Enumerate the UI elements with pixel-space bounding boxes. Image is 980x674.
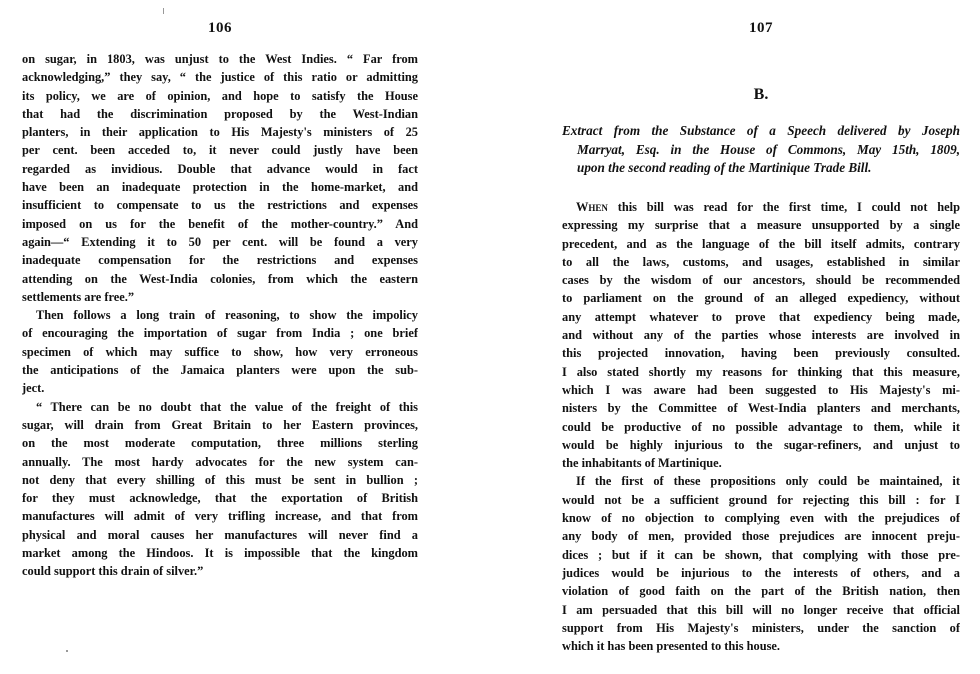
text-line: I am persuaded that this bill will no longer receive that official	[562, 602, 960, 617]
text-line: that had the discrimination proposed by the West-Indian	[22, 106, 418, 121]
text-line: nisters by the Committee of West-India planters and merchants,	[562, 401, 960, 416]
text-line: and without any of the parties whose interests are involved in	[562, 328, 960, 343]
text-line: violation of good faith on the part of the British nation, then	[562, 584, 960, 599]
text-line: planters, in their application to His Majesty's ministers of 25	[22, 125, 418, 140]
text-line	[562, 198, 960, 216]
text-line: dices ; but if it can be shown, that complying with those pre-	[562, 547, 960, 562]
text-line: market among the Hindoos. It is impossible that the kingdom	[22, 546, 418, 561]
text-line: support from His Majesty's ministers, under the sanction of	[562, 620, 960, 635]
opening-line-rest: this bill was read for the first time, I could not help	[607, 200, 960, 214]
text-line: this projected innovation, having been previously consulted.	[562, 346, 960, 361]
text-line: could support this drain of silver.”	[22, 564, 204, 579]
scan-speck	[66, 650, 68, 652]
text-line: annually. The most hardy advocates for the new system can-	[22, 454, 418, 469]
text-line: to parliament on the ground of an alleged expediency, without	[562, 291, 960, 306]
text-line: settlements are free.”	[22, 289, 135, 304]
text-line: inadequate compensation for the restrictions and expenses	[22, 253, 418, 268]
text-line: manufactures will admit of very trifling increase, and that from	[22, 509, 418, 524]
text-line: specimen of which may suffice to show, how very erroneous	[22, 344, 418, 359]
text-line: have been an inadequate protection in the home-market, and	[22, 180, 418, 195]
text-line: sugar, will drain from Great Britain to her Eastern provinces,	[22, 417, 418, 432]
text-line: which it has been presented to this house.	[562, 639, 781, 654]
text-line: I also stated shortly my reasons for thinking that this measure,	[562, 364, 960, 379]
text-line: cases by the wisdom of our ancestors, should be recommended	[562, 273, 960, 288]
text-line: on the most moderate computation, three millions sterling	[22, 436, 418, 451]
text-line: judices would be injurious to the interests of others, and a	[562, 565, 960, 580]
text-line: physical and moral causes her manufactures will never find a	[22, 527, 418, 542]
page-number-left: 106	[208, 20, 232, 36]
text-line: any body of men, provided those prejudices are innocent preju-	[562, 529, 960, 544]
text-line: “ There can be no doubt that the value of the freight of this	[36, 399, 418, 414]
text-line: of encouraging the importation of sugar from India ; one brief	[22, 326, 418, 341]
text-line: acknowledging,” they say, “ the justice of this ratio or admitting	[22, 70, 418, 85]
heading-line: Marryat, Esq. in the House of Commons, May 15th, 1809,	[577, 141, 960, 157]
text-line: Then follows a long train of reasoning, to show the impolicy	[36, 308, 418, 323]
scan-speck	[163, 8, 164, 14]
text-line: the anticipations of the Jamaica planters were upon the sub-	[22, 363, 418, 378]
text-line: insufficient to compensate to us the restrictions and expenses	[22, 198, 418, 213]
text-line: ject.	[22, 381, 45, 396]
heading-line: Extract from the Substance of a Speech delivered by Joseph	[562, 123, 960, 138]
text-line: know of no objection to complying even with the prejudices of	[562, 511, 960, 526]
text-line: to all the laws, customs, and usages, established in similar	[562, 254, 960, 269]
text-line: its policy, we are of opinion, and hope to satisfy the House	[22, 88, 418, 103]
text-line: would be highly injurious to the sugar-refiners, and unjust to	[562, 437, 960, 452]
text-line: for they must acknowledge, that the exportation of British	[22, 491, 418, 506]
page-number-right: 107	[749, 20, 773, 36]
extract-heading	[562, 122, 960, 178]
text-line: which I was aware had been suggested to His Majesty's mi-	[562, 382, 960, 397]
text-line: imposed on us for the benefit of the mother-country.” And	[22, 216, 418, 231]
opening-word: When	[576, 200, 608, 214]
text-line: per cent. been acceded to, it never could justly have been	[22, 143, 418, 158]
text-line: the inhabitants of Martinique.	[562, 456, 722, 471]
text-line: expressing my surprise that a measure unsupported by a single	[562, 218, 960, 233]
right-page-body	[562, 198, 960, 655]
text-line: precedent, and as the language of the bill itself admits, contrary	[562, 236, 960, 251]
appendix-letter: B.	[753, 86, 769, 103]
heading-line: upon the second reading of the Martinique Trade Bill.	[577, 160, 872, 176]
text-line: attending on the West-India colonies, from which the eastern	[22, 271, 418, 286]
text-line: any attempt whatever to prove that expediency being made,	[562, 309, 960, 324]
text-line: would not be a sufficient ground for rejecting this bill : for I	[562, 492, 960, 507]
text-line: could be productive of no possible advantage to them, while it	[562, 419, 960, 434]
left-page-body	[22, 50, 418, 581]
text-line: on sugar, in 1803, was unjust to the West Indies. “ Far from	[22, 52, 418, 66]
text-line: If the first of these propositions only could be maintained, it	[576, 474, 960, 489]
text-line: not deny that every shilling of this must be sent in bullion ;	[22, 472, 418, 487]
text-line: again—“ Extending it to 50 per cent. will be found a very	[22, 234, 418, 249]
text-line: regarded as invidious. Double that advance would in fact	[22, 161, 418, 176]
